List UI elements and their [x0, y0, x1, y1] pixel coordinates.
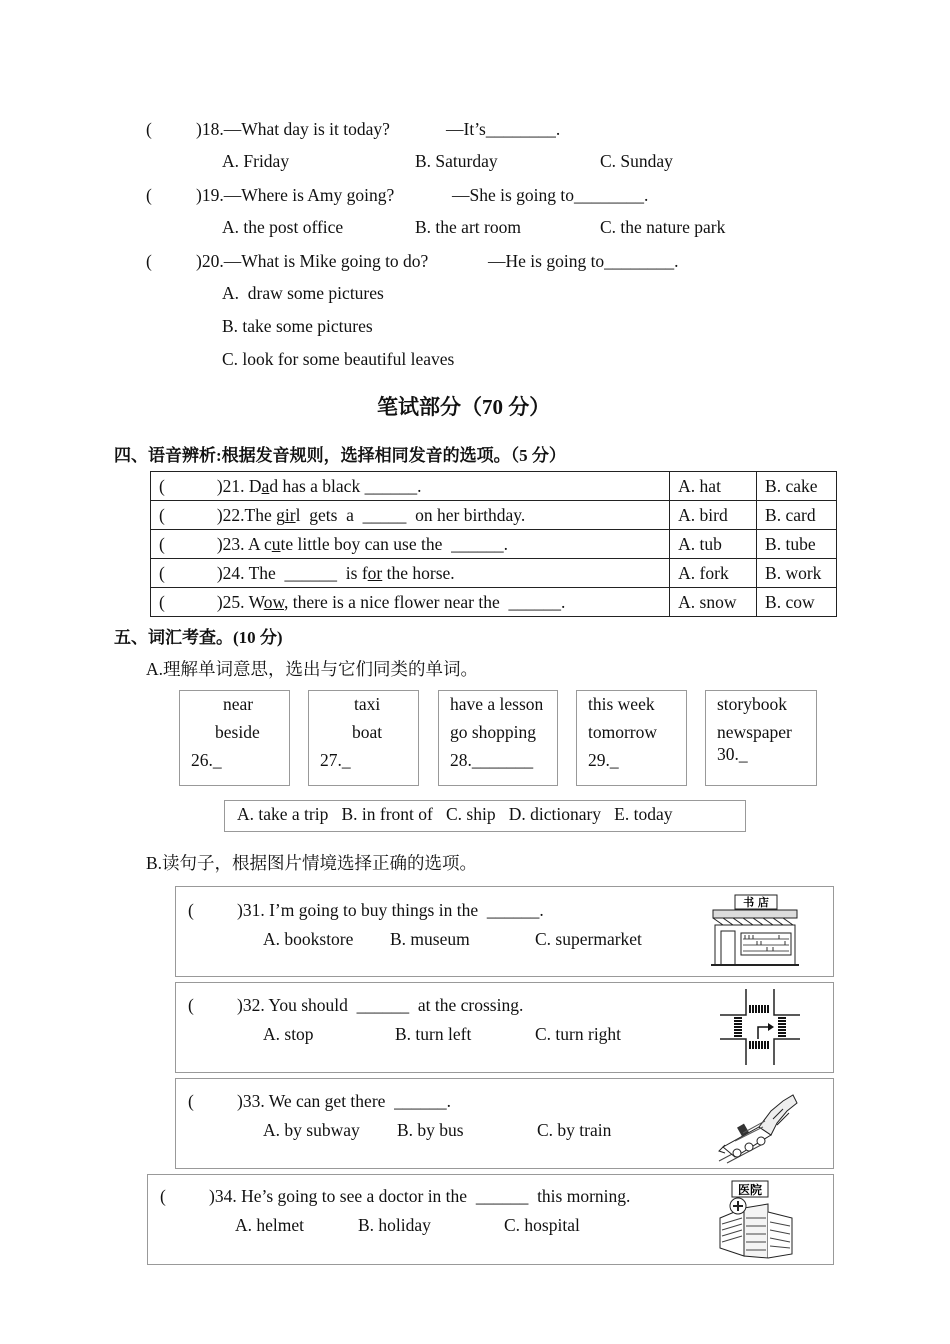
- q24-option-a: A. fork: [670, 559, 757, 588]
- q21-text-post: d has a black ______.: [269, 475, 422, 496]
- vocab-box-29: [576, 690, 687, 786]
- bookstore-icon: [709, 893, 801, 969]
- q22-highlight: ir: [284, 504, 296, 525]
- q33-option-c: C. by train: [537, 1120, 612, 1140]
- q19-option-a: A. the post office: [222, 217, 344, 237]
- q18-option-b: B. Saturday: [415, 151, 498, 171]
- q20-option-a: A. draw some pictures: [222, 283, 384, 303]
- q34-question: )34. He’s going to see a doctor in the ______ this morning.: [209, 1186, 631, 1206]
- table-row: [151, 530, 837, 559]
- q19-option-b: B. the art room: [415, 217, 521, 237]
- vocab-word: taxi: [354, 694, 381, 714]
- vocab-word: beside: [215, 722, 260, 742]
- q18-question: )18.—What day is it today?: [196, 119, 390, 139]
- q34-paren[interactable]: (: [160, 1186, 166, 1206]
- vocab-word: boat: [352, 722, 383, 742]
- q26-blank[interactable]: 26._: [191, 750, 222, 770]
- q21-text-pre: )21. D: [216, 475, 262, 496]
- q24-paren[interactable]: (: [159, 562, 165, 583]
- q20-option-c: C. look for some beautiful leaves: [222, 349, 455, 369]
- q33-option-a: A. by subway: [263, 1120, 360, 1140]
- q22-text-pre: )22.The g: [216, 504, 285, 525]
- bookstore-sign: 书 店: [743, 896, 769, 909]
- word-options: A. take a trip B. in front of C. ship D. dictionary E. today: [237, 804, 673, 824]
- q18-option-c: C. Sunday: [600, 151, 673, 171]
- q34-option-b: B. holiday: [358, 1215, 431, 1235]
- q18-answer-line: —It’s________.: [446, 119, 561, 139]
- vocab-word: tomorrow: [588, 722, 658, 742]
- vocab-word: newspaper: [717, 722, 792, 742]
- q21-paren[interactable]: (: [159, 475, 165, 496]
- q19-option-c: C. the nature park: [600, 217, 726, 237]
- table-row: [151, 501, 837, 530]
- q31-option-b: B. museum: [390, 929, 470, 949]
- vocab-word: storybook: [717, 694, 787, 714]
- vocab-box-28: [438, 690, 558, 786]
- train-icon: [713, 1081, 799, 1165]
- q32-option-c: C. turn right: [535, 1024, 622, 1044]
- q23-option-b: B. tube: [757, 530, 837, 559]
- phonics-table: [150, 471, 837, 617]
- q31-box: [175, 886, 834, 977]
- vocab-word: this week: [588, 694, 655, 714]
- part-a-intro: A.理解单词意思，选出与它们同类的单词。: [146, 659, 479, 679]
- vocab-word: near: [223, 694, 254, 714]
- vocab-box-27: [308, 690, 419, 786]
- q21-option-a: A. hat: [670, 472, 757, 501]
- q25-text-pre: )25. W: [216, 591, 264, 612]
- q23-option-a: A. tub: [670, 530, 757, 559]
- q32-question: )32. You should ______ at the crossing.: [237, 995, 524, 1015]
- q31-paren[interactable]: (: [188, 900, 194, 920]
- q32-option-b: B. turn left: [395, 1024, 472, 1044]
- q24-text-post: the horse.: [382, 562, 455, 583]
- q22-paren[interactable]: (: [159, 504, 165, 525]
- q21-option-b: B. cake: [757, 472, 837, 501]
- q23-text-pre: )23. A c: [216, 533, 272, 554]
- q19-paren[interactable]: (: [146, 185, 152, 205]
- q31-question: )31. I’m going to buy things in the ______.: [237, 900, 544, 920]
- q32-paren[interactable]: (: [188, 995, 194, 1015]
- q23-text-post: te little boy can use the ______.: [280, 533, 508, 554]
- q22-text-post: l gets a _____ on her birthday.: [295, 504, 526, 525]
- q24-text-pre: )24. The ______ is f: [216, 562, 368, 583]
- word-options-box: [224, 800, 746, 832]
- q31-option-c: C. supermarket: [535, 929, 642, 949]
- q18-paren[interactable]: (: [146, 119, 152, 139]
- q33-paren[interactable]: (: [188, 1091, 194, 1111]
- part-b-intro: B.读句子，根据图片情境选择正确的选项。: [146, 853, 478, 873]
- vocab-word: have a lesson: [450, 694, 544, 714]
- crossing-icon: [718, 987, 802, 1067]
- q32-option-a: A. stop: [263, 1024, 314, 1044]
- q18-option-a: A. Friday: [222, 151, 290, 171]
- vocab-word: go shopping: [450, 722, 537, 742]
- q29-blank[interactable]: 29._: [588, 750, 619, 770]
- q33-box: [175, 1078, 834, 1169]
- q24-option-b: B. work: [757, 559, 837, 588]
- section5-heading: 五、词汇考查。(10 分): [114, 628, 283, 647]
- table-row: [151, 559, 837, 588]
- section4-heading: 四、语音辨析:根据发音规则，选择相同发音的选项。（5 分）: [114, 446, 566, 465]
- q27-blank[interactable]: 27._: [320, 750, 351, 770]
- table-row: [151, 472, 837, 501]
- q19-question: )19.—Where is Amy going?: [196, 185, 395, 205]
- q23-highlight: u: [271, 533, 281, 554]
- q32-box: [175, 982, 834, 1073]
- q30-blank[interactable]: 30._: [717, 744, 748, 764]
- q34-option-a: A. helmet: [235, 1215, 305, 1235]
- q25-option-b: B. cow: [757, 588, 837, 617]
- q22-option-a: A. bird: [670, 501, 757, 530]
- q20-paren[interactable]: (: [146, 251, 152, 271]
- hospital-icon: [718, 1178, 800, 1260]
- vocab-box-26: [179, 690, 290, 786]
- q21-highlight: a: [261, 475, 270, 496]
- q23-paren[interactable]: (: [159, 533, 165, 554]
- vocab-box-30: [705, 690, 817, 786]
- q31-option-a: A. bookstore: [263, 929, 354, 949]
- q20-answer-line: —He is going to________.: [488, 251, 679, 271]
- q22-option-b: B. card: [757, 501, 837, 530]
- q19-answer-line: —She is going to________.: [452, 185, 649, 205]
- q20-option-b: B. take some pictures: [222, 316, 373, 336]
- q33-option-b: B. by bus: [397, 1120, 464, 1140]
- q20-question: )20.—What is Mike going to do?: [196, 251, 429, 271]
- q33-question: )33. We can get there ______.: [237, 1091, 452, 1111]
- written-part-title: 笔试部分（70 分）: [377, 395, 551, 419]
- q25-text-post: , there is a nice flower near the ______.: [283, 591, 566, 612]
- q34-box: [147, 1174, 834, 1265]
- hospital-sign: 医院: [737, 1183, 763, 1197]
- q25-paren[interactable]: (: [159, 591, 165, 612]
- q34-option-c: C. hospital: [504, 1215, 580, 1235]
- q28-blank[interactable]: 28._______: [450, 750, 534, 770]
- q25-option-a: A. snow: [670, 588, 757, 617]
- table-row: [151, 588, 837, 617]
- q25-highlight: ow: [263, 591, 284, 612]
- q24-highlight: or: [367, 562, 383, 583]
